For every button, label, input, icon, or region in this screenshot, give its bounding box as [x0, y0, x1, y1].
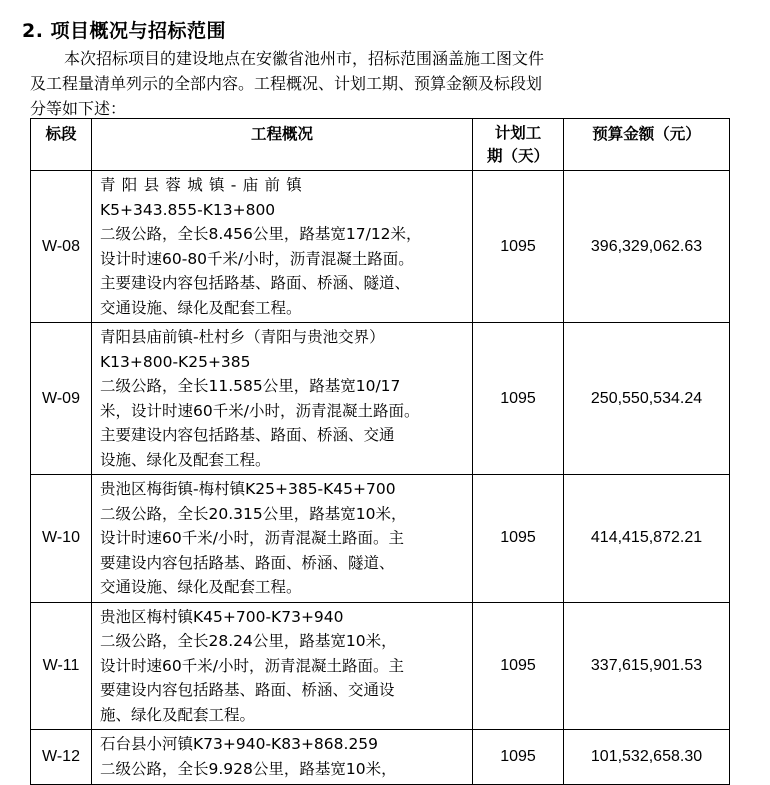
overview-line: 二级公路，全长20.315公里，路基宽10米， — [100, 504, 407, 523]
overview-line: 设计时速60千米/小时，沥青混凝土路面。主 — [100, 656, 404, 675]
intro-line: 分等如下述： — [30, 99, 127, 118]
bid-section-table — [30, 118, 730, 785]
table-row — [31, 730, 730, 785]
table-row — [31, 602, 730, 730]
header-overview: 工程概况 — [92, 119, 473, 171]
segment-cell: W-10 — [31, 475, 92, 603]
duration-cell: 1095 — [473, 323, 564, 475]
overview-line: 米，设计时速60千米/小时，沥青混凝土路面。 — [100, 401, 420, 420]
overview-line: 施、绿化及配套工程。 — [100, 705, 256, 724]
overview-line: 主要建设内容包括路基、路面、桥涵、交通 — [100, 426, 395, 444]
intro-paragraph — [30, 46, 730, 121]
duration-cell: 1095 — [473, 602, 564, 730]
duration-cell: 1095 — [473, 475, 564, 603]
overview-line: 二级公路，全长9.928公里，路基宽10米， — [100, 759, 397, 778]
overview-line: 二级公路，全长11.585公里，路基宽10/17 — [100, 377, 401, 395]
duration-cell: 1095 — [473, 730, 564, 785]
overview-line: 交通设施、绿化及配套工程。 — [100, 298, 302, 317]
table-row — [31, 323, 730, 475]
table-row — [31, 475, 730, 603]
overview-line: 二级公路，全长8.456公里，路基宽17/12米， — [100, 225, 422, 243]
overview-cell — [92, 475, 473, 603]
overview-line: 贵池区梅村镇K45+700-K73+940 — [100, 607, 344, 626]
intro-line: 及工程量清单列示的全部内容。工程概况、计划工期、预算金额及标段划 — [30, 74, 543, 93]
overview-cell — [92, 730, 473, 785]
header-segment: 标段 — [31, 119, 92, 171]
overview-line: 青阳县庙前镇-杜村乡（青阳与贵池交界） — [100, 328, 385, 346]
overview-line: 交通设施、绿化及配套工程。 — [100, 578, 302, 596]
overview-line: 二级公路，全长28.24公里，路基宽10米， — [100, 632, 397, 650]
budget-cell: 101,532,658.30 — [564, 730, 730, 785]
overview-line: 要建设内容包括路基、路面、桥涵、交通设 — [100, 681, 395, 699]
overview-line: 主要建设内容包括路基、路面、桥涵、隧道、 — [100, 274, 411, 292]
budget-cell: 250,550,534.24 — [564, 323, 730, 475]
overview-cell — [92, 171, 473, 323]
budget-cell: 337,615,901.53 — [564, 602, 730, 730]
section-heading: 2. 项目概况与招标范围 — [22, 20, 227, 42]
overview-line: 要建设内容包括路基、路面、桥涵、隧道、 — [100, 553, 395, 572]
overview-cell — [92, 323, 473, 475]
overview-line: 设计时速60-80千米/小时，沥青混凝土路面。 — [100, 249, 414, 268]
budget-cell: 396,329,062.63 — [564, 171, 730, 323]
segment-cell: W-11 — [31, 602, 92, 730]
overview-line: 设施、绿化及配套工程。 — [100, 450, 271, 469]
overview-cell — [92, 602, 473, 730]
table-row — [31, 171, 730, 323]
overview-line: 石台县小河镇K73+940-K83+868.259 — [100, 735, 379, 753]
overview-line: K5+343.855-K13+800 — [100, 200, 276, 219]
overview-line: 贵池区梅街镇-梅村镇K25+385-K45+700 — [100, 480, 396, 498]
duration-cell: 1095 — [473, 171, 564, 323]
header-duration: 计划工 期（天） — [473, 119, 564, 171]
overview-line: 设计时速60千米/小时，沥青混凝土路面。主 — [100, 529, 404, 547]
overview-line: K13+800-K25+385 — [100, 352, 251, 371]
intro-line: 本次招标项目的建设地点在安徽省池州市，招标范围涵盖施工图文件 — [64, 49, 545, 68]
table-header-row — [31, 119, 730, 171]
segment-cell: W-12 — [31, 730, 92, 785]
budget-cell: 414,415,872.21 — [564, 475, 730, 603]
segment-cell: W-08 — [31, 171, 92, 323]
overview-line: 青阳县蓉城镇-庙前镇 — [100, 176, 309, 194]
header-budget: 预算金额（元） — [564, 119, 730, 171]
segment-cell: W-09 — [31, 323, 92, 475]
